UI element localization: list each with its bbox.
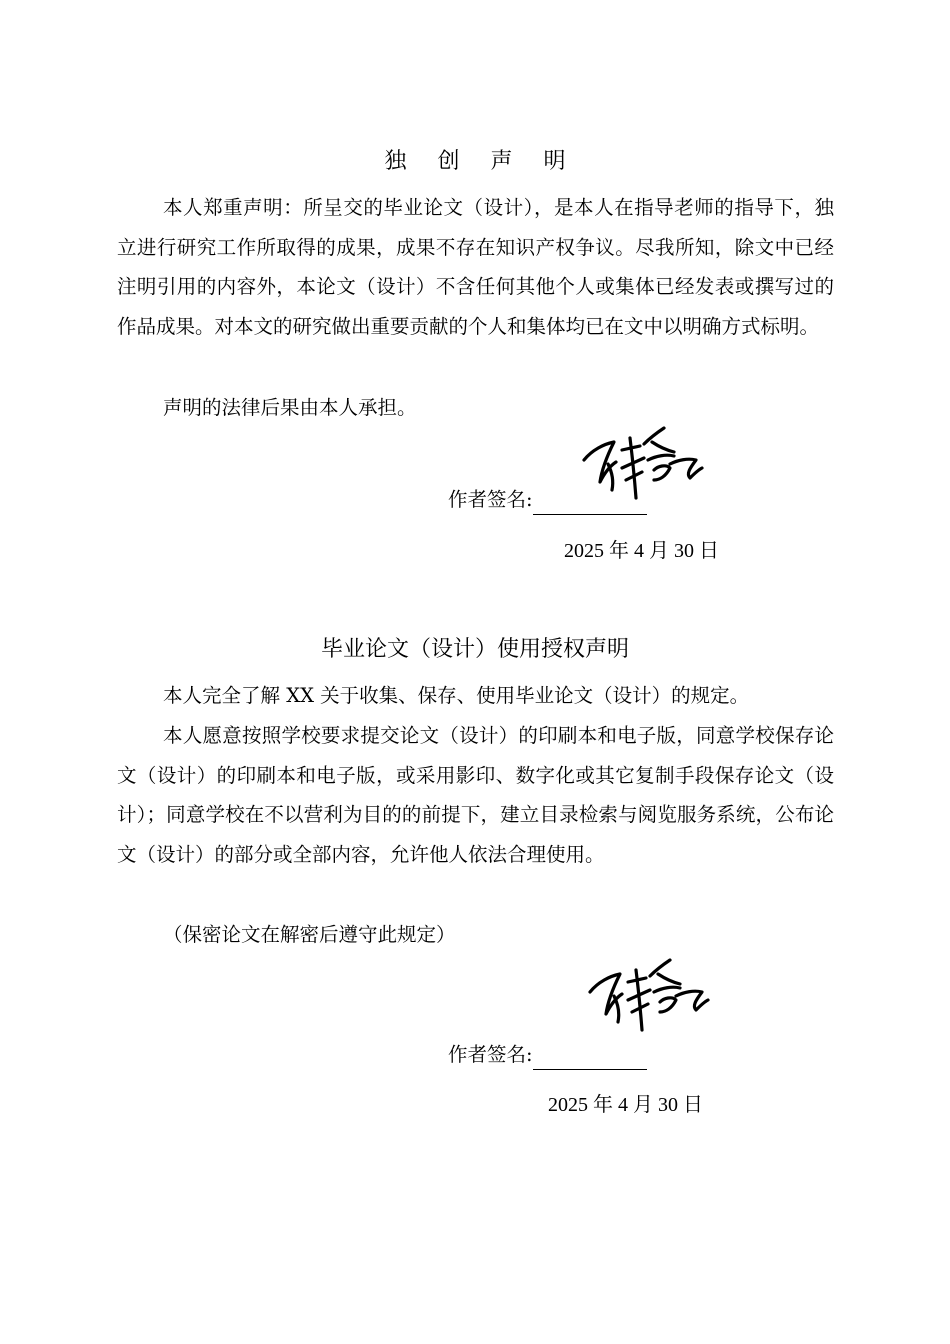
- handwritten-signature-icon: [584, 952, 714, 1036]
- authorization-date: 2025 年 4 月 30 日: [548, 1094, 703, 1116]
- authorization-note: （保密论文在解密后遵守此规定）: [163, 923, 456, 946]
- declaration-signature-line: [448, 485, 647, 515]
- declaration-title: 独 创 声 明: [384, 149, 578, 174]
- declaration-signature-label: 作者签名:: [448, 488, 533, 511]
- declaration-paragraph-1: 本人郑重声明：所呈交的毕业论文（设计），是本人在指导老师的指导下，独立进行研究工作所取得的成果，成果不存在知识产权争议。尽我所知，除文中已经注明引用的内容外，本论文（设计）不含任何其他个人或集体已经发表或撰写过的作品成果。对本文的研究做出重要贡献的个人和集体均已在文中以明确方式标明。: [117, 196, 834, 338]
- authorization-title: 毕业论文（设计）使用授权声明: [320, 637, 629, 662]
- authorization-paragraph-1: 本人完全了解 XX 关于收集、保存、使用毕业论文（设计）的规定。: [163, 684, 750, 707]
- authorization-signature-blank: [533, 1045, 647, 1070]
- authorization-signature-label: 作者签名:: [448, 1043, 533, 1066]
- authorization-paragraph-2: 本人愿意按照学校要求提交论文（设计）的印刷本和电子版，同意学校保存论文（设计）的印刷本和电子版，或采用影印、数字化或其它复制手段保存论文（设计）；同意学校在不以营利为目的的前提下，建立目录检索与阅览服务系统，公布论文（设计）的部分或全部内容，允许他人依法合理使用。: [117, 724, 834, 866]
- declaration-date: 2025 年 4 月 30 日: [564, 540, 719, 562]
- declaration-signature-blank: [533, 490, 647, 515]
- authorization-signature-line: [448, 1040, 647, 1070]
- declaration-paragraph-2: 声明的法律后果由本人承担。: [163, 396, 417, 419]
